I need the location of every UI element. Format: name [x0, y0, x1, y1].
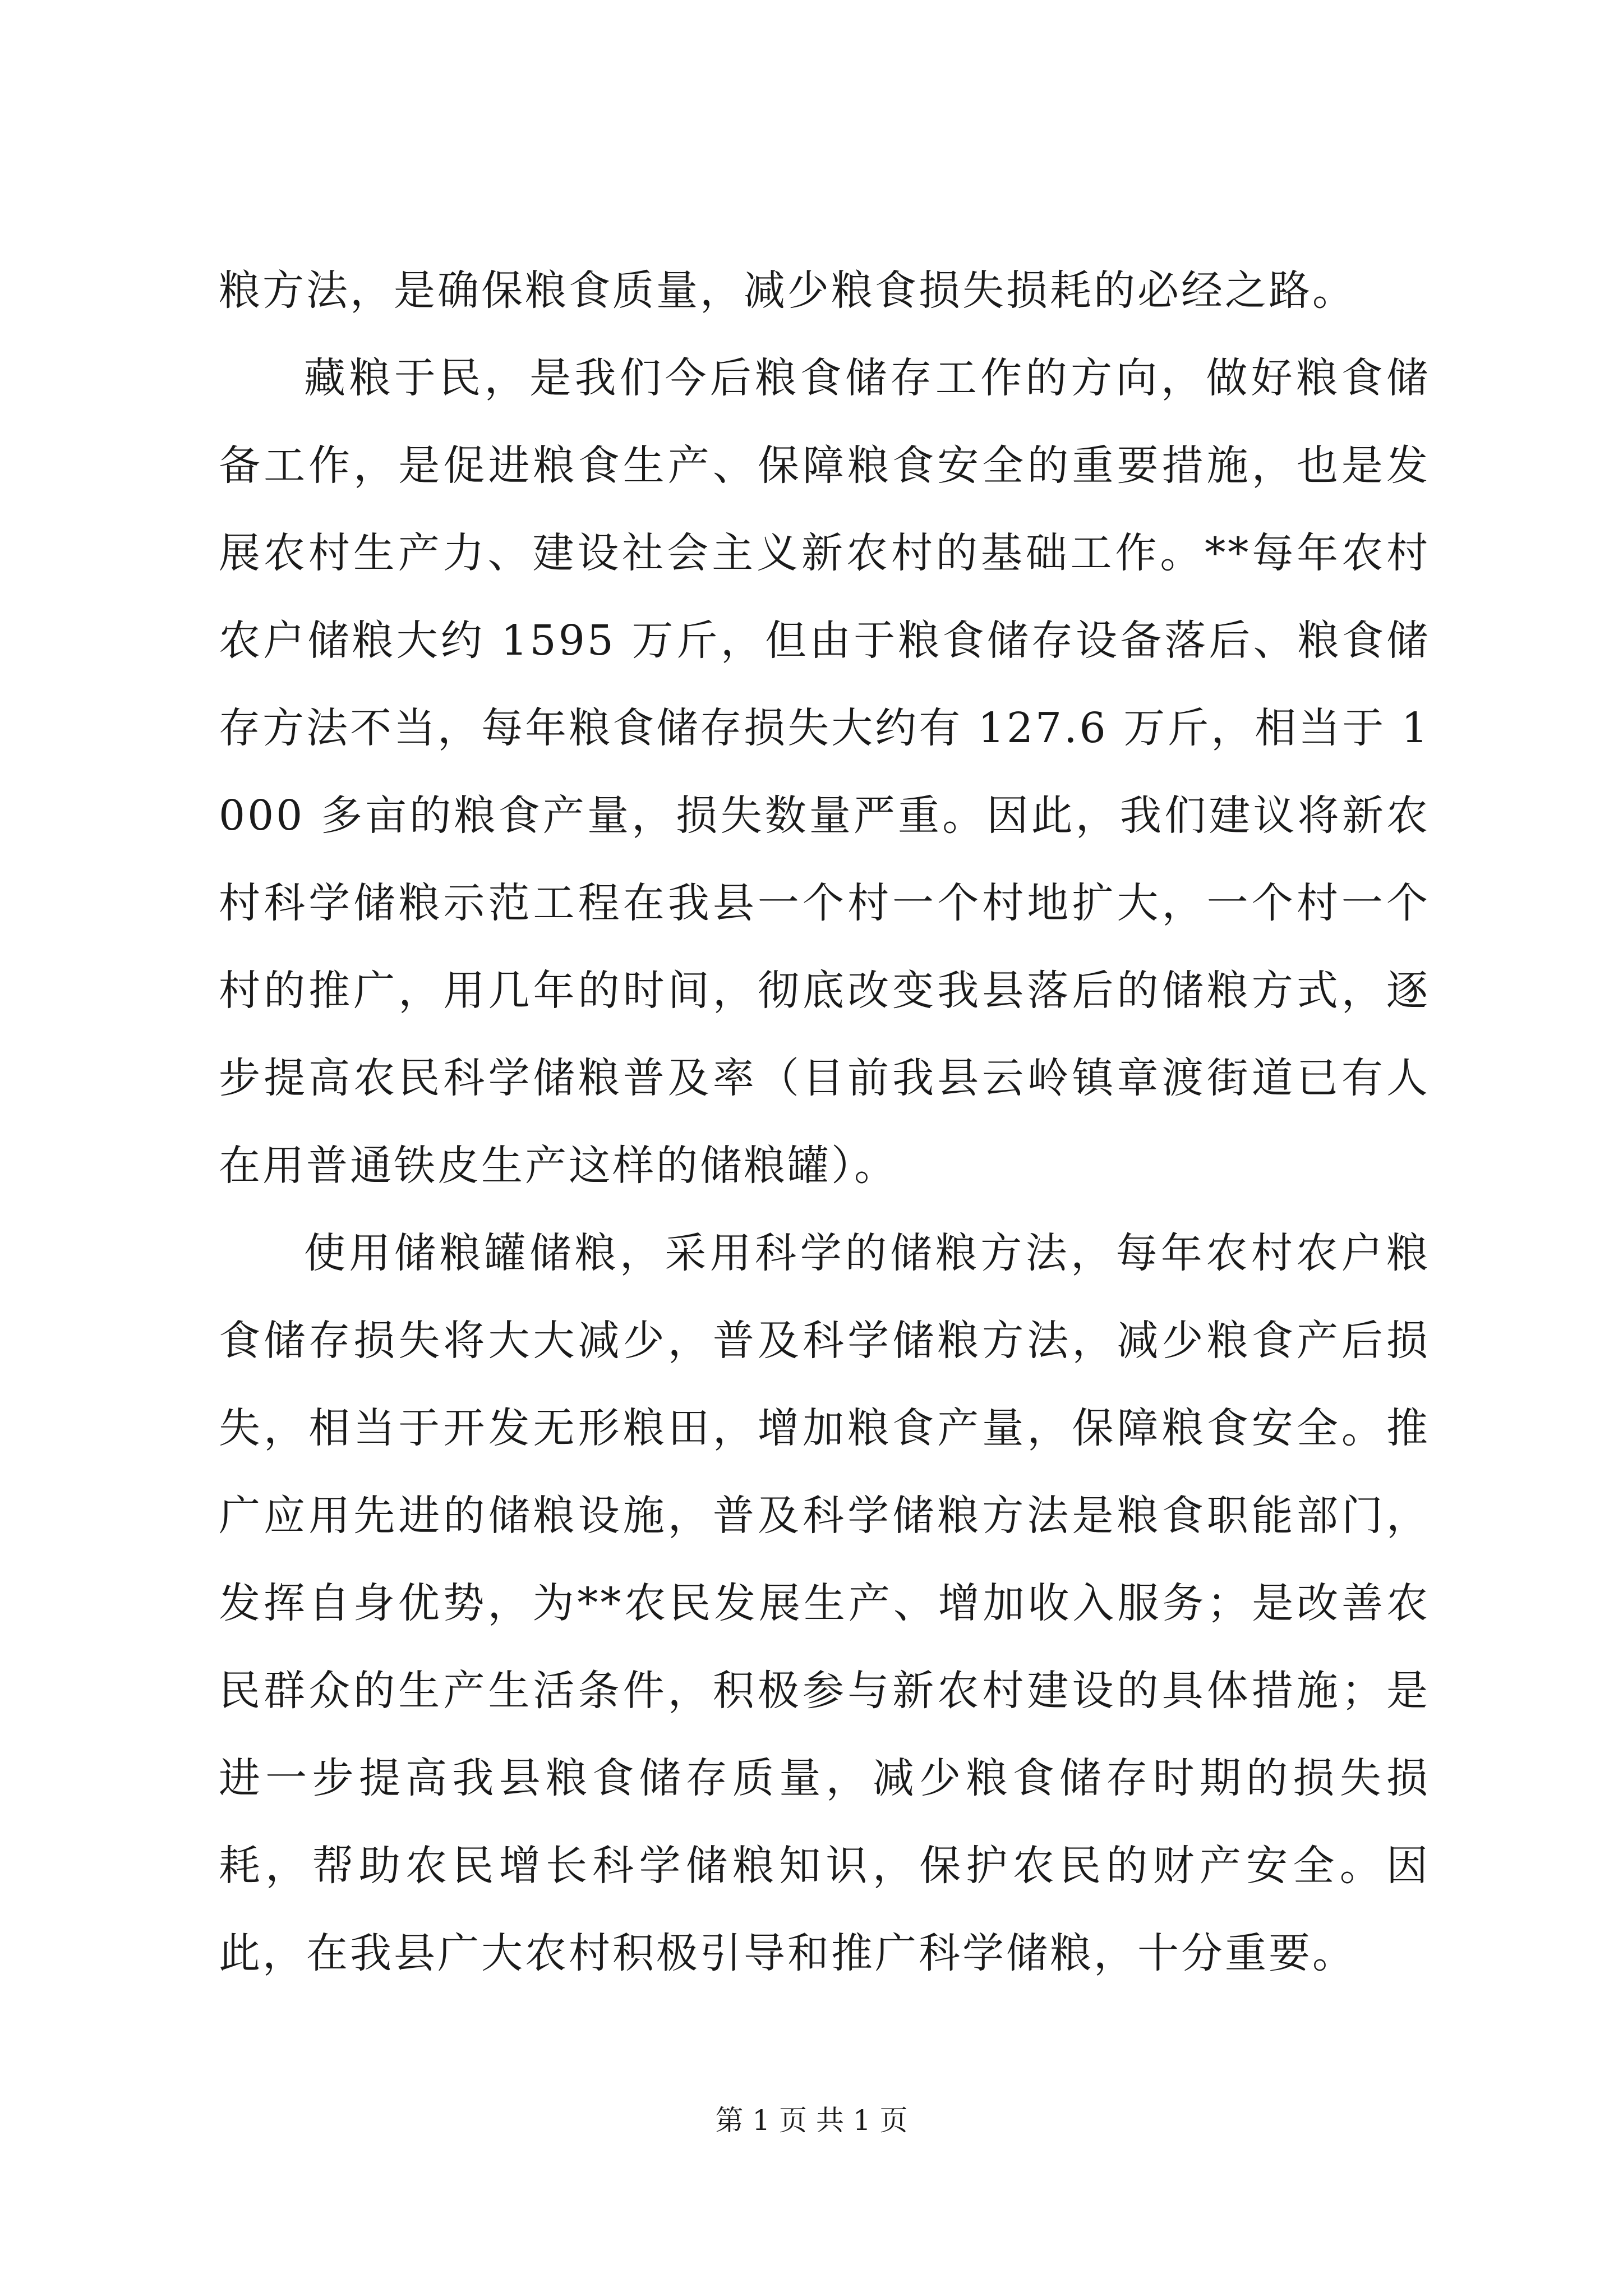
document-body [219, 247, 1430, 1997]
paragraph-storage-tank-benefits: 使用储粮罐储粮，采用科学的储粮方法，每年农村农户粮食储存损失将大大减少，普及科学储粮方法，减少粮食产后损失，相当于开发无形粮田，增加粮食产量，保障粮食安全。推广应用先进的储粮设施，普及科学储粮方法是粮食职能部门，发挥自身优势，为**农民发展生产、增加收入服务；是改善农民群众的生产生活条件，积极参与新农村建设的具体措施；是进一步提高我县粮食储存质量，减少粮食储存时期的损失损耗，帮助农民增长科学储粮知识，保护农民的财产安全。因此，在我县广大农村积极引导和推广科学储粮，十分重要。 [219, 1229, 1430, 1977]
paragraph-continuation: 粮方法，是确保粮食质量，减少粮食损失损耗的必经之路。 [219, 266, 1356, 315]
page-footer: 第 1 页 共 1 页 [715, 2104, 908, 2137]
paragraph-grain-storage-direction: 藏粮于民，是我们今后粮食储存工作的方向，做好粮食储备工作，是促进粮食生产、保障粮食安全的重要措施，也是发展农村生产力、建设社会主义新农村的基础工作。**每年农村农户储粮大约 1595 万斤，但由于粮食储存设备落后、粮食储存方法不当，每年粮食储存损失大约有 127.6 万斤，相当于 1000 多亩的粮食产量，损失数量严重。因此，我们建议将新农村科学储粮示范工程在我县一个村一个村地扩大，一个村一个村的推广，用几年的时间，彻底改变我县落后的储粮方式，逐步提高农民科学储粮普及率（目前我县云岭镇章渡街道已有人在用普通铁皮生产这样的储粮罐）。 [219, 354, 1430, 1190]
